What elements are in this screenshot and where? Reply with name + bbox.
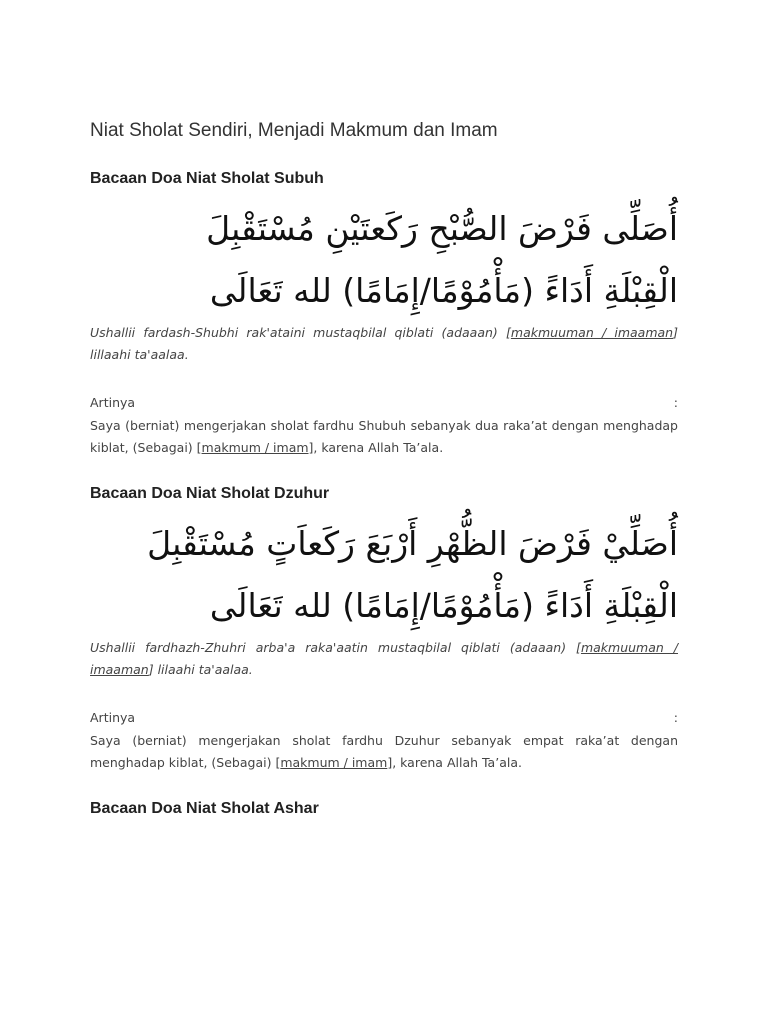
meaning-text: Saya (berniat) mengerjakan sholat fardhu Dzuhur sebanyak empat raka’at dengan menghadap kiblat, (Sebagai) [ bbox=[90, 733, 678, 770]
transliteration-subuh bbox=[90, 322, 678, 366]
artinya-colon: : bbox=[673, 710, 678, 725]
translit-underlined: makmuuman / imaaman bbox=[510, 325, 674, 340]
meaning-dzuhur bbox=[90, 730, 678, 774]
arabic-line: أُصَلِّى فَرْضَ الصُّبْحِ رَكَعتَيْنِ مُسْتَقْبِلَ bbox=[206, 209, 678, 248]
arabic-text-dzuhur bbox=[90, 513, 678, 637]
translit-underlined: makmuuman / imaaman bbox=[90, 640, 678, 677]
section-heading-subuh: Bacaan Doa Niat Sholat Subuh bbox=[90, 170, 324, 187]
artinya-label: Artinya bbox=[90, 710, 136, 725]
artinya-row-dzuhur bbox=[90, 707, 678, 729]
translit-text: Ushallii fardhazh-Zhuhri arba'a raka'aatin mustaqbilal qiblati (adaaan) [ bbox=[90, 640, 581, 655]
meaning-text: ], karena Allah Ta’ala. bbox=[308, 440, 444, 455]
translit-text: ] lillaahi ta'aalaa. bbox=[90, 325, 678, 362]
arabic-line: الْقِبْلَةِ أَدَاءً (مَأْمُوْمًا/إِمَامًا) لله تَعَالَى bbox=[209, 586, 678, 625]
artinya-colon: : bbox=[673, 395, 678, 410]
translit-text: Ushallii fardash-Shubhi rak'ataini mustaqbilal qiblati (adaaan) [ bbox=[90, 325, 511, 340]
meaning-underlined: makmum / imam bbox=[201, 440, 309, 455]
artinya-row-subuh bbox=[90, 392, 678, 414]
section-heading-ashar: Bacaan Doa Niat Sholat Ashar bbox=[90, 800, 319, 817]
arabic-line: الْقِبْلَةِ أَدَاءً (مَأْمُوْمًا/إِمَامًا) لله تَعَالَى bbox=[209, 271, 678, 310]
arabic-text-subuh bbox=[90, 198, 678, 322]
meaning-text: ], karena Allah Ta’ala. bbox=[387, 755, 522, 770]
meaning-underlined: makmum / imam bbox=[280, 755, 388, 770]
transliteration-dzuhur bbox=[90, 637, 678, 681]
arabic-line: أُصَلِّيْ فَرْضَ الظُّهْرِ أَرْبَعَ رَكَعاَتٍ مُسْتَقْبِلَ bbox=[147, 524, 678, 563]
translit-text: ] lilaahi ta'aalaa. bbox=[148, 662, 253, 677]
section-heading-dzuhur: Bacaan Doa Niat Sholat Dzuhur bbox=[90, 485, 330, 502]
meaning-subuh bbox=[90, 415, 678, 459]
artinya-label: Artinya bbox=[90, 395, 136, 410]
meaning-text: Saya (berniat) mengerjakan sholat fardhu Shubuh sebanyak dua raka’at dengan menghadap kiblat, (Sebagai) [ bbox=[90, 418, 678, 455]
page-title: Niat Sholat Sendiri, Menjadi Makmum dan Imam bbox=[90, 120, 498, 141]
